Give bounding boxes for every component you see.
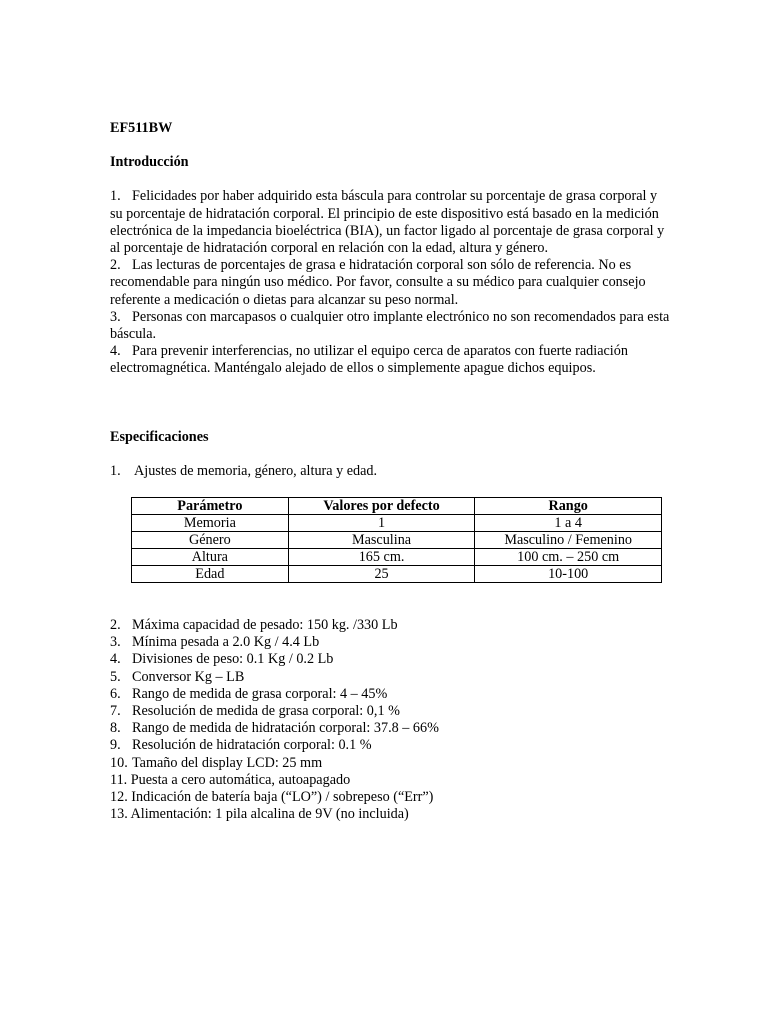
model-title: EF511BW xyxy=(110,120,173,136)
document-page xyxy=(110,120,670,823)
spec-item xyxy=(110,686,670,703)
spec-item-text: Mínima pesada a 2.0 Kg / 4.4 Lb xyxy=(132,634,320,651)
spec-item xyxy=(110,755,670,772)
spec-item-number: 1. xyxy=(110,462,121,479)
intro-item-text: Personas con marcapasos o cualquier otro implante electrónico no son recomendados para esta báscula. xyxy=(110,308,670,343)
spec-item-text: Puesta a cero automática, autoapagado xyxy=(130,771,351,788)
intro-item xyxy=(110,188,670,257)
spec-item-number: 3. xyxy=(110,634,121,651)
spec-item-number: 4. xyxy=(110,651,121,668)
intro-item xyxy=(110,343,670,377)
spec-item-text: Alimentación: 1 pila alcalina de 9V (no incluida) xyxy=(130,806,409,823)
specs-heading: Especificaciones xyxy=(110,428,209,445)
specs-table xyxy=(131,497,662,583)
spec-item xyxy=(110,737,670,754)
spec-item xyxy=(110,617,670,634)
spec-item-text: Rango de medida de grasa corporal: 4 – 45% xyxy=(132,685,388,702)
spec-item xyxy=(110,720,670,737)
table-row xyxy=(132,532,662,549)
table-header-parameter: Parámetro xyxy=(132,498,289,515)
spec-item-text: Ajustes de memoria, género, altura y edad. xyxy=(134,462,378,479)
spec-item-text: Resolución de hidratación corporal: 0.1 % xyxy=(132,737,372,754)
table-cell: 100 cm. – 250 cm xyxy=(475,549,662,566)
table-row xyxy=(132,566,662,583)
table-row xyxy=(132,515,662,532)
intro-item-text: Las lecturas de porcentajes de grasa e hidratación corporal son sólo de referencia. No es recomendable para ningún uso médico. Por favor, consulte a su médico para cualquier consejo referente a medicación o dietas para alcanzar su peso normal. xyxy=(110,257,646,308)
intro-item xyxy=(110,309,670,343)
spec-item-number: 8. xyxy=(110,720,121,737)
table-header-row xyxy=(132,498,662,515)
table-header-range: Rango xyxy=(475,498,662,515)
table-cell: 1 xyxy=(288,515,475,532)
spec-item-number: 13. xyxy=(110,806,128,823)
spec-item xyxy=(110,634,670,651)
spec-item-text: Resolución de medida de grasa corporal: 0,1 % xyxy=(132,703,400,720)
spec-item-number: 2. xyxy=(110,617,121,634)
table-header-default: Valores por defecto xyxy=(288,498,475,515)
table-cell: Memoria xyxy=(132,515,289,532)
table-cell: 10-100 xyxy=(475,566,662,583)
intro-item xyxy=(110,257,670,309)
spec-item-number: 9. xyxy=(110,737,121,754)
intro-list xyxy=(110,188,670,377)
table-cell: Género xyxy=(132,532,289,549)
intro-item-number: 2. xyxy=(110,257,121,274)
spec-item xyxy=(110,703,670,720)
intro-item-number: 3. xyxy=(110,308,121,325)
intro-item-number: 1. xyxy=(110,188,121,205)
table-cell: Edad xyxy=(132,566,289,583)
table-cell: Masculino / Femenino xyxy=(475,532,662,549)
spec-item-text: Indicación de batería baja (“LO”) / sobrepeso (“Err”) xyxy=(131,789,434,806)
spec-item-number: 12. xyxy=(110,789,128,806)
intro-heading: Introducción xyxy=(110,154,189,171)
spec-item xyxy=(110,651,670,668)
table-cell: 1 a 4 xyxy=(475,515,662,532)
spec-item-text: Tamaño del display LCD: 25 mm xyxy=(132,754,323,771)
table-cell: 25 xyxy=(288,566,475,583)
table-row xyxy=(132,549,662,566)
spec-item xyxy=(110,772,670,789)
spec-item-number: 5. xyxy=(110,668,121,685)
table-cell: Altura xyxy=(132,549,289,566)
table-cell: Masculina xyxy=(288,532,475,549)
spec-item-text: Máxima capacidad de pesado: 150 kg. /330 Lb xyxy=(132,617,398,634)
intro-item-number: 4. xyxy=(110,343,121,360)
spec-item-number: 7. xyxy=(110,703,121,720)
spec-item xyxy=(110,463,670,480)
table-cell: 165 cm. xyxy=(288,549,475,566)
spec-item xyxy=(110,669,670,686)
spec-item-number: 6. xyxy=(110,685,121,702)
spec-item-text: Divisiones de peso: 0.1 Kg / 0.2 Lb xyxy=(132,651,334,668)
spec-item-text: Conversor Kg – LB xyxy=(132,668,245,685)
spec-list xyxy=(110,617,670,823)
spec-item-number: 11. xyxy=(110,771,128,788)
intro-item-text: Felicidades por haber adquirido esta báscula para controlar su porcentaje de grasa corporal y su porcentaje de hidratación corporal. El principio de este dispositivo está basado en la medición electrónica de la impedancia bioeléctrica (BIA), un factor ligado al porcentaje de grasa corporal y al porcentaje de hidratación corporal en relación con la edad, altura y género. xyxy=(110,188,665,257)
spec-item-number: 10. xyxy=(110,754,128,771)
spec-item-text: Rango de medida de hidratación corporal: 37.8 – 66% xyxy=(132,720,439,737)
intro-item-text: Para prevenir interferencias, no utilizar el equipo cerca de aparatos con fuerte radiación electromagnética. Manténgalo alejado de ellos o simplemente apague dichos equipos. xyxy=(110,343,628,377)
spec-item xyxy=(110,806,670,823)
spec-item xyxy=(110,789,670,806)
